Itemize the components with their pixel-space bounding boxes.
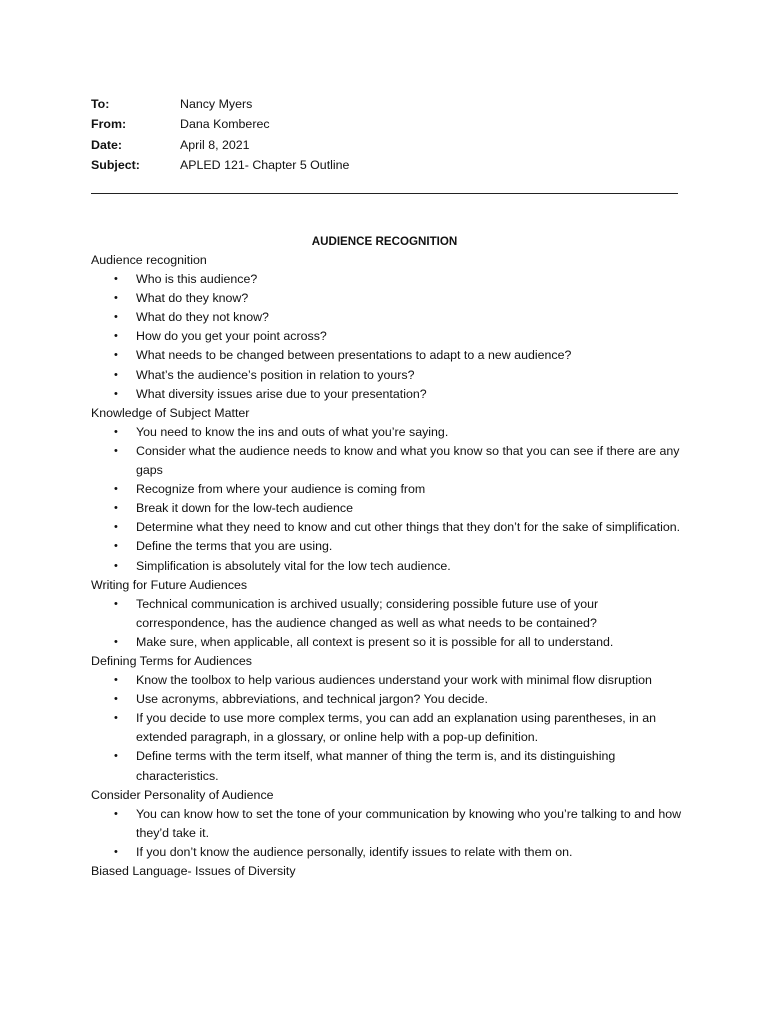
list-item-text: Recognize from where your audience is coming from (136, 482, 426, 497)
list-item-text: Technical communication is archived usually; considering possible future use of your correspondence, has the audience changed as well as what needs to be contained? (136, 596, 599, 630)
list-item (91, 557, 691, 576)
list-item (91, 518, 691, 537)
list-item-text: Use acronyms, abbreviations, and technical jargon? You decide. (136, 692, 488, 707)
memo-key: Subject: (91, 157, 140, 172)
list-item-text: You need to know the ins and outs of what you’re saying. (136, 424, 449, 439)
bullet-icon: • (114, 750, 118, 763)
section-heading: Writing for Future Audiences (91, 577, 248, 592)
list-item-text: What do they know? (136, 291, 249, 306)
list-item-text: Make sure, when applicable, all context is present so it is possible for all to understand. (136, 634, 614, 649)
bullet-icon: • (114, 483, 118, 496)
list-item (91, 843, 691, 862)
bullet-icon: • (114, 845, 118, 858)
bullet-icon: • (114, 387, 118, 400)
bullet-icon: • (114, 635, 118, 648)
bullet-icon: • (114, 521, 118, 534)
list-item (91, 346, 691, 365)
list-item (91, 499, 691, 518)
memo-header (91, 94, 349, 175)
list-item-text: Know the toolbox to help various audiences understand your work with minimal flow disruption (136, 673, 652, 688)
list-item (91, 805, 691, 843)
bullet-list (91, 805, 691, 862)
list-item (91, 270, 691, 289)
memo-row-subject (91, 155, 349, 175)
list-item-text: Define terms with the term itself, what manner of thing the term is, and its distinguishing characteristics. (136, 749, 616, 783)
memo-value: Nancy Myers (180, 97, 253, 111)
section-heading: Defining Terms for Audiences (91, 653, 252, 668)
bullet-icon: • (114, 807, 118, 820)
list-item (91, 442, 691, 480)
list-item-text: Simplification is absolutely vital for the low tech audience. (136, 558, 451, 573)
memo-key: Date: (91, 137, 122, 152)
bullet-icon: • (114, 368, 118, 381)
memo-value: April 8, 2021 (180, 137, 250, 152)
list-item (91, 671, 691, 690)
bullet-icon: • (114, 311, 118, 324)
section-heading: Consider Personality of Audience (91, 787, 274, 802)
list-item-text: What needs to be changed between presentations to adapt to a new audience? (136, 348, 572, 363)
list-item-text: Determine what they need to know and cut other things that they don’t for the sake of simplification. (136, 520, 681, 535)
memo-row-to (91, 94, 349, 114)
bullet-icon: • (114, 540, 118, 553)
list-item-text: You can know how to set the tone of your communication by knowing who you’re talking to and how they’d take it. (136, 806, 682, 840)
section-heading: Audience recognition (91, 253, 207, 267)
list-item-text: If you don’t know the audience personally, identify issues to relate with them on. (136, 844, 573, 859)
memo-row-from (91, 114, 349, 134)
bullet-icon: • (114, 444, 118, 457)
list-item-text: Consider what the audience needs to know and what you know so that you can see if there are any gaps (136, 443, 680, 478)
list-item-text: If you decide to use more complex terms, you can add an explanation using parentheses, in an extended paragraph, in a glossary, or online help with a pop-up definition. (136, 711, 657, 745)
memo-key: To: (91, 97, 110, 111)
list-item (91, 633, 691, 652)
section-heading: Biased Language- Issues of Diversity (91, 864, 296, 878)
bullet-icon: • (114, 330, 118, 343)
document-title: AUDIENCE RECOGNITION (311, 235, 458, 248)
memo-value: APLED 121- Chapter 5 Outline (180, 157, 350, 172)
list-item (91, 366, 691, 385)
list-item-text: What diversity issues arise due to your presentation? (136, 386, 427, 401)
memo-value: Dana Komberec (180, 117, 270, 132)
bullet-list (91, 423, 691, 576)
list-item (91, 709, 691, 747)
bullet-icon: • (114, 425, 118, 438)
bullet-icon: • (114, 292, 118, 305)
bullet-icon: • (114, 502, 118, 515)
list-item-text: How do you get your point across? (136, 329, 327, 344)
memo-row-date (91, 135, 349, 155)
list-item-text: Break it down for the low-tech audience (136, 501, 353, 516)
memo-key: From: (91, 117, 127, 132)
list-item (91, 385, 691, 404)
list-item (91, 690, 691, 709)
bullet-icon: • (114, 674, 118, 687)
list-item (91, 308, 691, 327)
list-item (91, 327, 691, 346)
bullet-icon: • (114, 693, 118, 706)
list-item-text: What do they not know? (136, 310, 269, 325)
bullet-icon: • (114, 273, 118, 286)
list-item (91, 537, 691, 556)
list-item (91, 747, 691, 785)
list-item (91, 289, 691, 308)
header-divider (91, 193, 678, 194)
list-item-text: What’s the audience’s position in relation to yours? (136, 367, 415, 382)
list-item (91, 595, 691, 633)
list-item-text: Define the terms that you are using. (136, 539, 333, 554)
bullet-list (91, 595, 691, 652)
outline-content (91, 251, 691, 881)
list-item-text: Who is this audience? (136, 272, 258, 287)
bullet-icon: • (114, 597, 118, 610)
bullet-list (91, 270, 691, 404)
section-heading: Knowledge of Subject Matter (91, 405, 250, 420)
list-item (91, 423, 691, 442)
bullet-icon: • (114, 559, 118, 572)
bullet-icon: • (114, 712, 118, 725)
bullet-icon: • (114, 349, 118, 362)
bullet-list (91, 671, 691, 786)
list-item (91, 480, 691, 499)
